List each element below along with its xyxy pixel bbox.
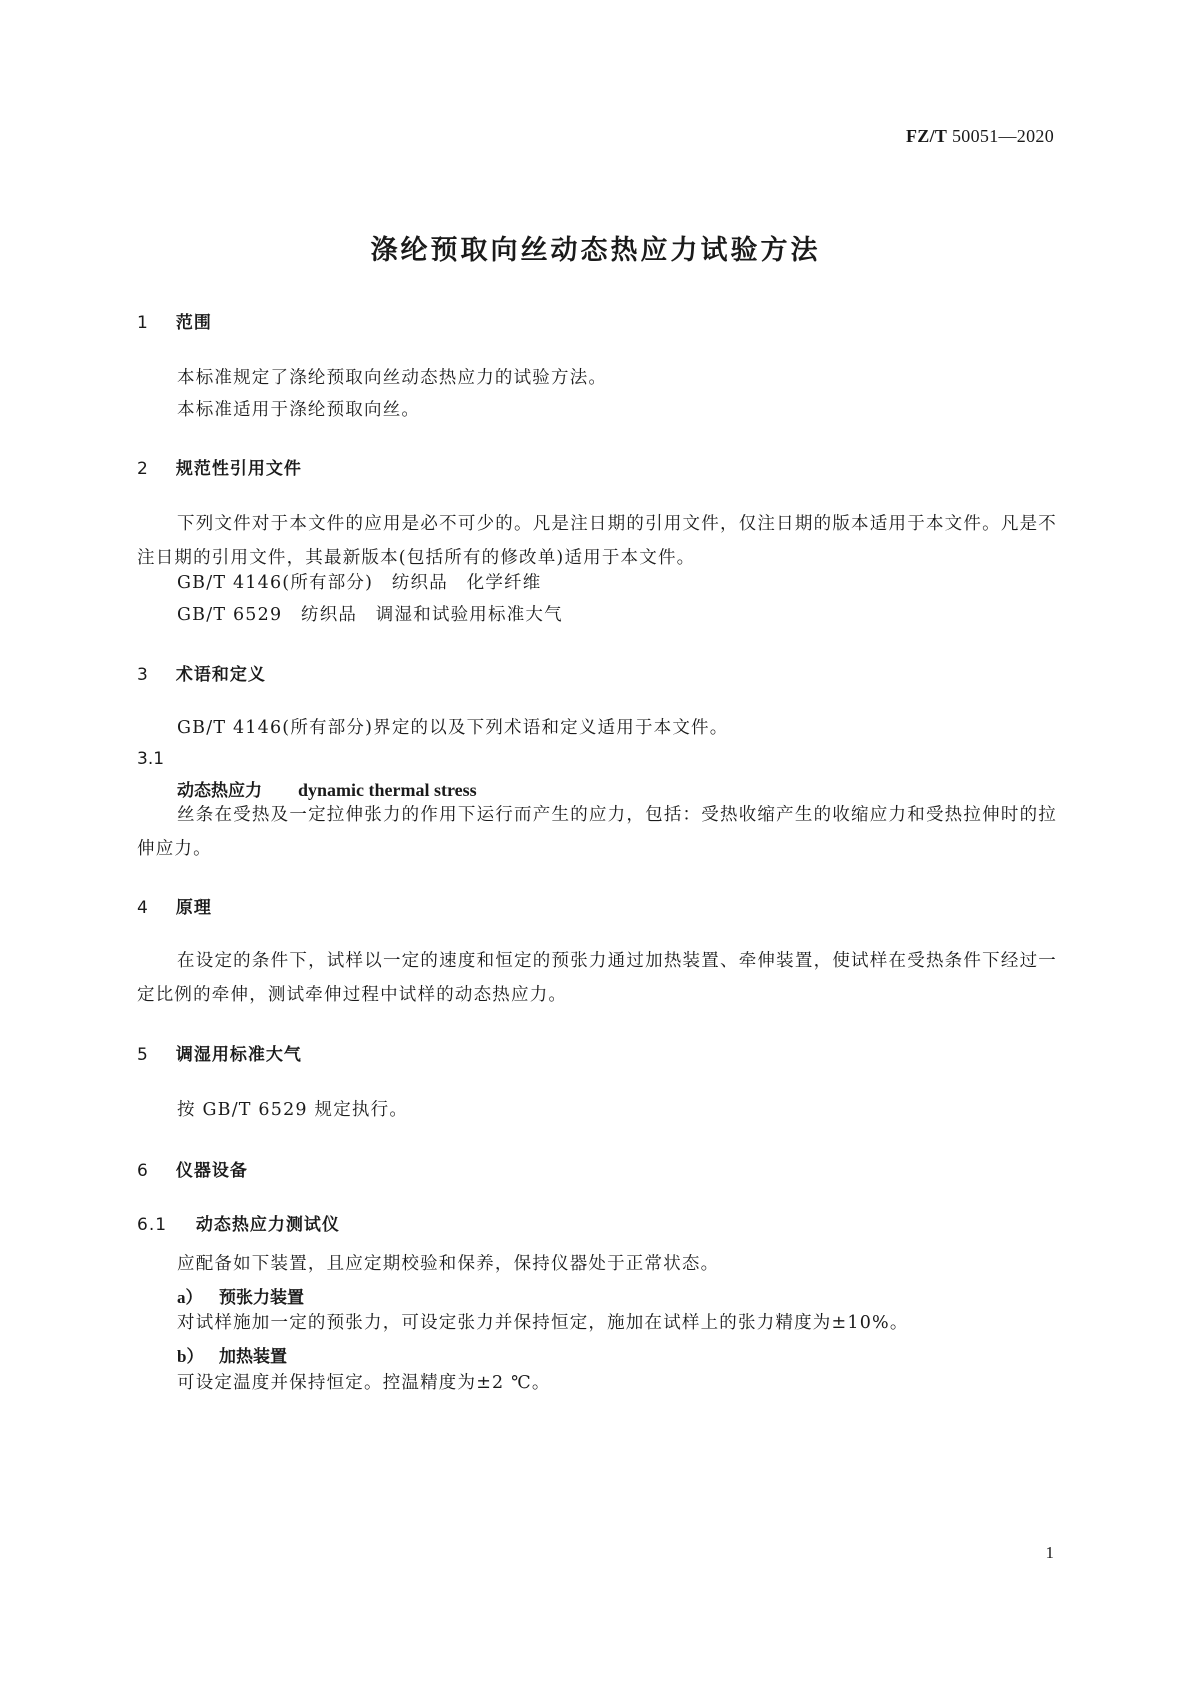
page-number: 1 <box>1045 1543 1054 1562</box>
paragraph: 本标准规定了涤纶预取向丝动态热应力的试验方法。 <box>177 368 608 388</box>
term-chinese: 动态热应力 <box>177 781 262 801</box>
section-number: 4 <box>137 898 149 918</box>
list-item-heading <box>177 1342 287 1367</box>
paragraph: 下列文件对于本文件的应用是必不可少的。凡是注日期的引用文件，仅注日期的版本适用于本文件。凡是不注日期的引用文件，其最新版本(包括所有的修改单)适用于本文件。 <box>137 514 1057 568</box>
section-number: 5 <box>137 1045 149 1065</box>
subsection-heading-tester <box>137 1210 340 1235</box>
standard-code-prefix: FZ/T <box>905 126 948 146</box>
section-title: 原理 <box>175 898 212 918</box>
section-heading-normative-references <box>137 454 302 479</box>
subsection-number: 6.1 <box>137 1215 168 1235</box>
term-definition: 丝条在受热及一定拉伸张力的作用下运行而产生的应力，包括：受热收缩产生的收缩应力和受热拉伸时的拉伸应力。 <box>137 805 1057 859</box>
list-label: b） <box>177 1347 204 1366</box>
section-number: 3 <box>137 665 149 685</box>
list-item-heading <box>177 1283 304 1308</box>
section-title: 调湿用标准大气 <box>175 1045 302 1065</box>
section-heading-terms <box>137 660 266 685</box>
section-heading-atmosphere <box>137 1040 302 1065</box>
paragraph: 可设定温度并保持恒定。控温精度为±2 ℃。 <box>177 1373 551 1393</box>
list-item-title: 预张力装置 <box>219 1288 304 1308</box>
term-number: 3.1 <box>137 749 165 769</box>
section-title: 术语和定义 <box>175 665 266 685</box>
section-title: 规范性引用文件 <box>175 459 302 479</box>
list-item-title: 加热装置 <box>219 1347 287 1367</box>
reference-item: GB/T 6529 纺织品 调湿和试验用标准大气 <box>177 605 563 625</box>
list-label: a） <box>177 1288 203 1307</box>
paragraph: GB/T 4146(所有部分)界定的以及下列术语和定义适用于本文件。 <box>177 718 729 738</box>
section-number: 1 <box>137 313 149 333</box>
term-english: dynamic thermal stress <box>298 780 477 800</box>
reference-item: GB/T 4146(所有部分) 纺织品 化学纤维 <box>177 573 542 593</box>
section-heading-apparatus <box>137 1156 248 1181</box>
section-number: 2 <box>137 459 149 479</box>
standard-code <box>906 126 1054 147</box>
standard-code-number: 50051—2020 <box>952 126 1054 146</box>
paragraph: 在设定的条件下，试样以一定的速度和恒定的预张力通过加热装置、牵伸装置，使试样在受热条件下经过一定比例的牵伸，测试牵伸过程中试样的动态热应力。 <box>137 951 1057 1005</box>
paragraph: 对试样施加一定的预张力，可设定张力并保持恒定，施加在试样上的张力精度为±10%。 <box>177 1313 909 1333</box>
section-title: 范围 <box>175 313 212 333</box>
subsection-title: 动态热应力测试仪 <box>195 1215 340 1235</box>
paragraph: 应配备如下装置，且应定期校验和保养，保持仪器处于正常状态。 <box>177 1254 720 1274</box>
section-title: 仪器设备 <box>175 1161 248 1181</box>
document-title: 涤纶预取向丝动态热应力试验方法 <box>370 235 821 266</box>
paragraph: 本标准适用于涤纶预取向丝。 <box>177 400 421 420</box>
section-number: 6 <box>137 1161 149 1181</box>
section-heading-scope <box>137 308 212 333</box>
section-heading-principle <box>137 893 212 918</box>
paragraph: 按 GB/T 6529 规定执行。 <box>177 1100 409 1120</box>
